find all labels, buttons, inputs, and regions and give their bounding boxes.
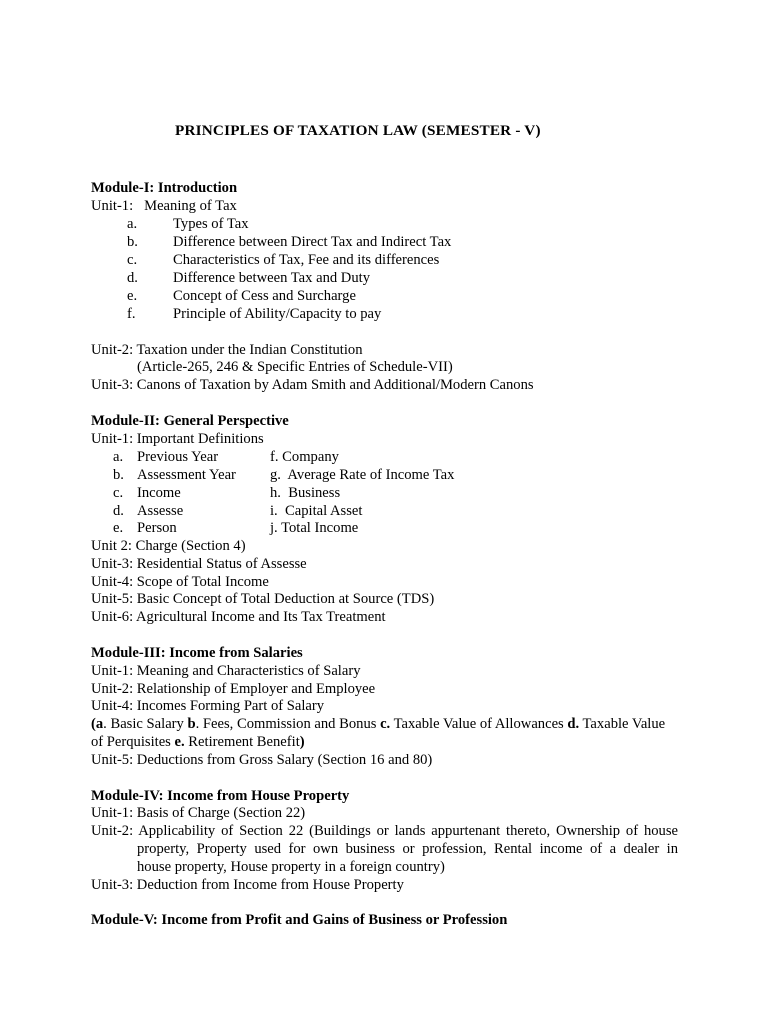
module-2-unit: Unit-4: Scope of Total Income — [91, 574, 269, 590]
list-marker: e. — [113, 520, 124, 536]
paren-open: (a — [91, 716, 104, 732]
module-4-unit-1: Unit-1: Basis of Charge (Section 22) — [91, 805, 306, 821]
list-marker: b. — [113, 467, 124, 483]
paren-close: ) — [299, 734, 305, 750]
component-marker: c. — [380, 716, 391, 732]
module-3-unit: Unit-4: Incomes Forming Part of Salary — [91, 698, 325, 714]
definition-item: f. Company — [270, 449, 339, 465]
list-marker: d. — [113, 503, 124, 519]
definition-item: i. Capital Asset — [270, 503, 363, 519]
component-text: Taxable Value — [579, 716, 666, 732]
component-marker: e. — [174, 734, 185, 750]
salary-components-line-1 — [91, 716, 665, 733]
module-4-unit-2-line-3: house property, House property in a foreign country) — [137, 859, 445, 875]
module-1-unit-2-detail: (Article-265, 246 & Specific Entries of Schedule-VII) — [137, 359, 453, 375]
list-item: Difference between Tax and Duty — [173, 270, 370, 286]
list-marker: d. — [127, 270, 138, 286]
component-marker: d. — [567, 716, 580, 732]
module-4-unit-2-line-2: property, Property used for own business or profession, Rental income of a dealer in — [137, 841, 678, 857]
document-title: PRINCIPLES OF TAXATION LAW (SEMESTER - V) — [175, 122, 541, 139]
list-item: Difference between Direct Tax and Indirect Tax — [173, 234, 452, 250]
module-1-unit-2: Unit-2: Taxation under the Indian Constitution — [91, 342, 363, 358]
list-marker: e. — [127, 288, 138, 304]
module-2-heading: Module-II: General Perspective — [91, 413, 289, 429]
module-2-unit: Unit 2: Charge (Section 4) — [91, 538, 246, 554]
list-marker: b. — [127, 234, 138, 250]
salary-components-line-2 — [91, 734, 305, 751]
component-text: Retirement Benefit — [184, 734, 300, 750]
module-1-unit-1: Unit-1: Meaning of Tax — [91, 198, 237, 214]
module-2-unit: Unit-3: Residential Status of Assesse — [91, 556, 307, 572]
module-4-heading: Module-IV: Income from House Property — [91, 788, 350, 804]
list-marker: c. — [127, 252, 138, 268]
list-marker: a. — [113, 449, 124, 465]
definition-item: Previous Year — [137, 449, 219, 465]
module-3-unit: Unit-1: Meaning and Characteristics of Salary — [91, 663, 361, 679]
list-item: Principle of Ability/Capacity to pay — [173, 306, 382, 322]
module-2-unit-1: Unit-1: Important Definitions — [91, 431, 264, 447]
definition-item: Income — [137, 485, 181, 501]
module-2-unit: Unit-6: Agricultural Income and Its Tax Treatment — [91, 609, 386, 625]
definition-item: h. Business — [270, 485, 341, 501]
module-3-unit-5: Unit-5: Deductions from Gross Salary (Section 16 and 80) — [91, 752, 433, 768]
module-3-heading: Module-III: Income from Salaries — [91, 645, 303, 661]
module-4-unit-2-line-1: Unit-2: Applicability of Section 22 (Buildings or lands appurtenant thereto, Ownership of house — [91, 823, 678, 839]
definition-item: Assessment Year — [137, 467, 236, 483]
component-text: . Basic Salary — [103, 716, 188, 732]
component-marker: b — [187, 716, 196, 732]
list-item: Types of Tax — [173, 216, 249, 232]
module-4-unit-3: Unit-3: Deduction from Income from House Property — [91, 877, 404, 893]
list-marker: f. — [127, 306, 136, 322]
list-item: Characteristics of Tax, Fee and its differences — [173, 252, 440, 268]
component-text: . Fees, Commission and Bonus — [195, 716, 381, 732]
component-text: Taxable Value of Allowances — [390, 716, 568, 732]
definition-item: Person — [137, 520, 177, 536]
module-1-unit-3: Unit-3: Canons of Taxation by Adam Smith and Additional/Modern Canons — [91, 377, 534, 393]
list-marker: a. — [127, 216, 138, 232]
module-3-unit: Unit-2: Relationship of Employer and Employee — [91, 681, 376, 697]
module-2-unit: Unit-5: Basic Concept of Total Deduction at Source (TDS) — [91, 591, 435, 607]
module-5-heading: Module-V: Income from Profit and Gains of Business or Profession — [91, 912, 508, 928]
definition-item: j. Total Income — [270, 520, 359, 536]
list-marker: c. — [113, 485, 124, 501]
definition-item: Assesse — [137, 503, 184, 519]
list-item: Concept of Cess and Surcharge — [173, 288, 356, 304]
definition-item: g. Average Rate of Income Tax — [270, 467, 455, 483]
component-text: of Perquisites — [91, 734, 175, 750]
module-1-heading: Module-I: Introduction — [91, 180, 238, 196]
